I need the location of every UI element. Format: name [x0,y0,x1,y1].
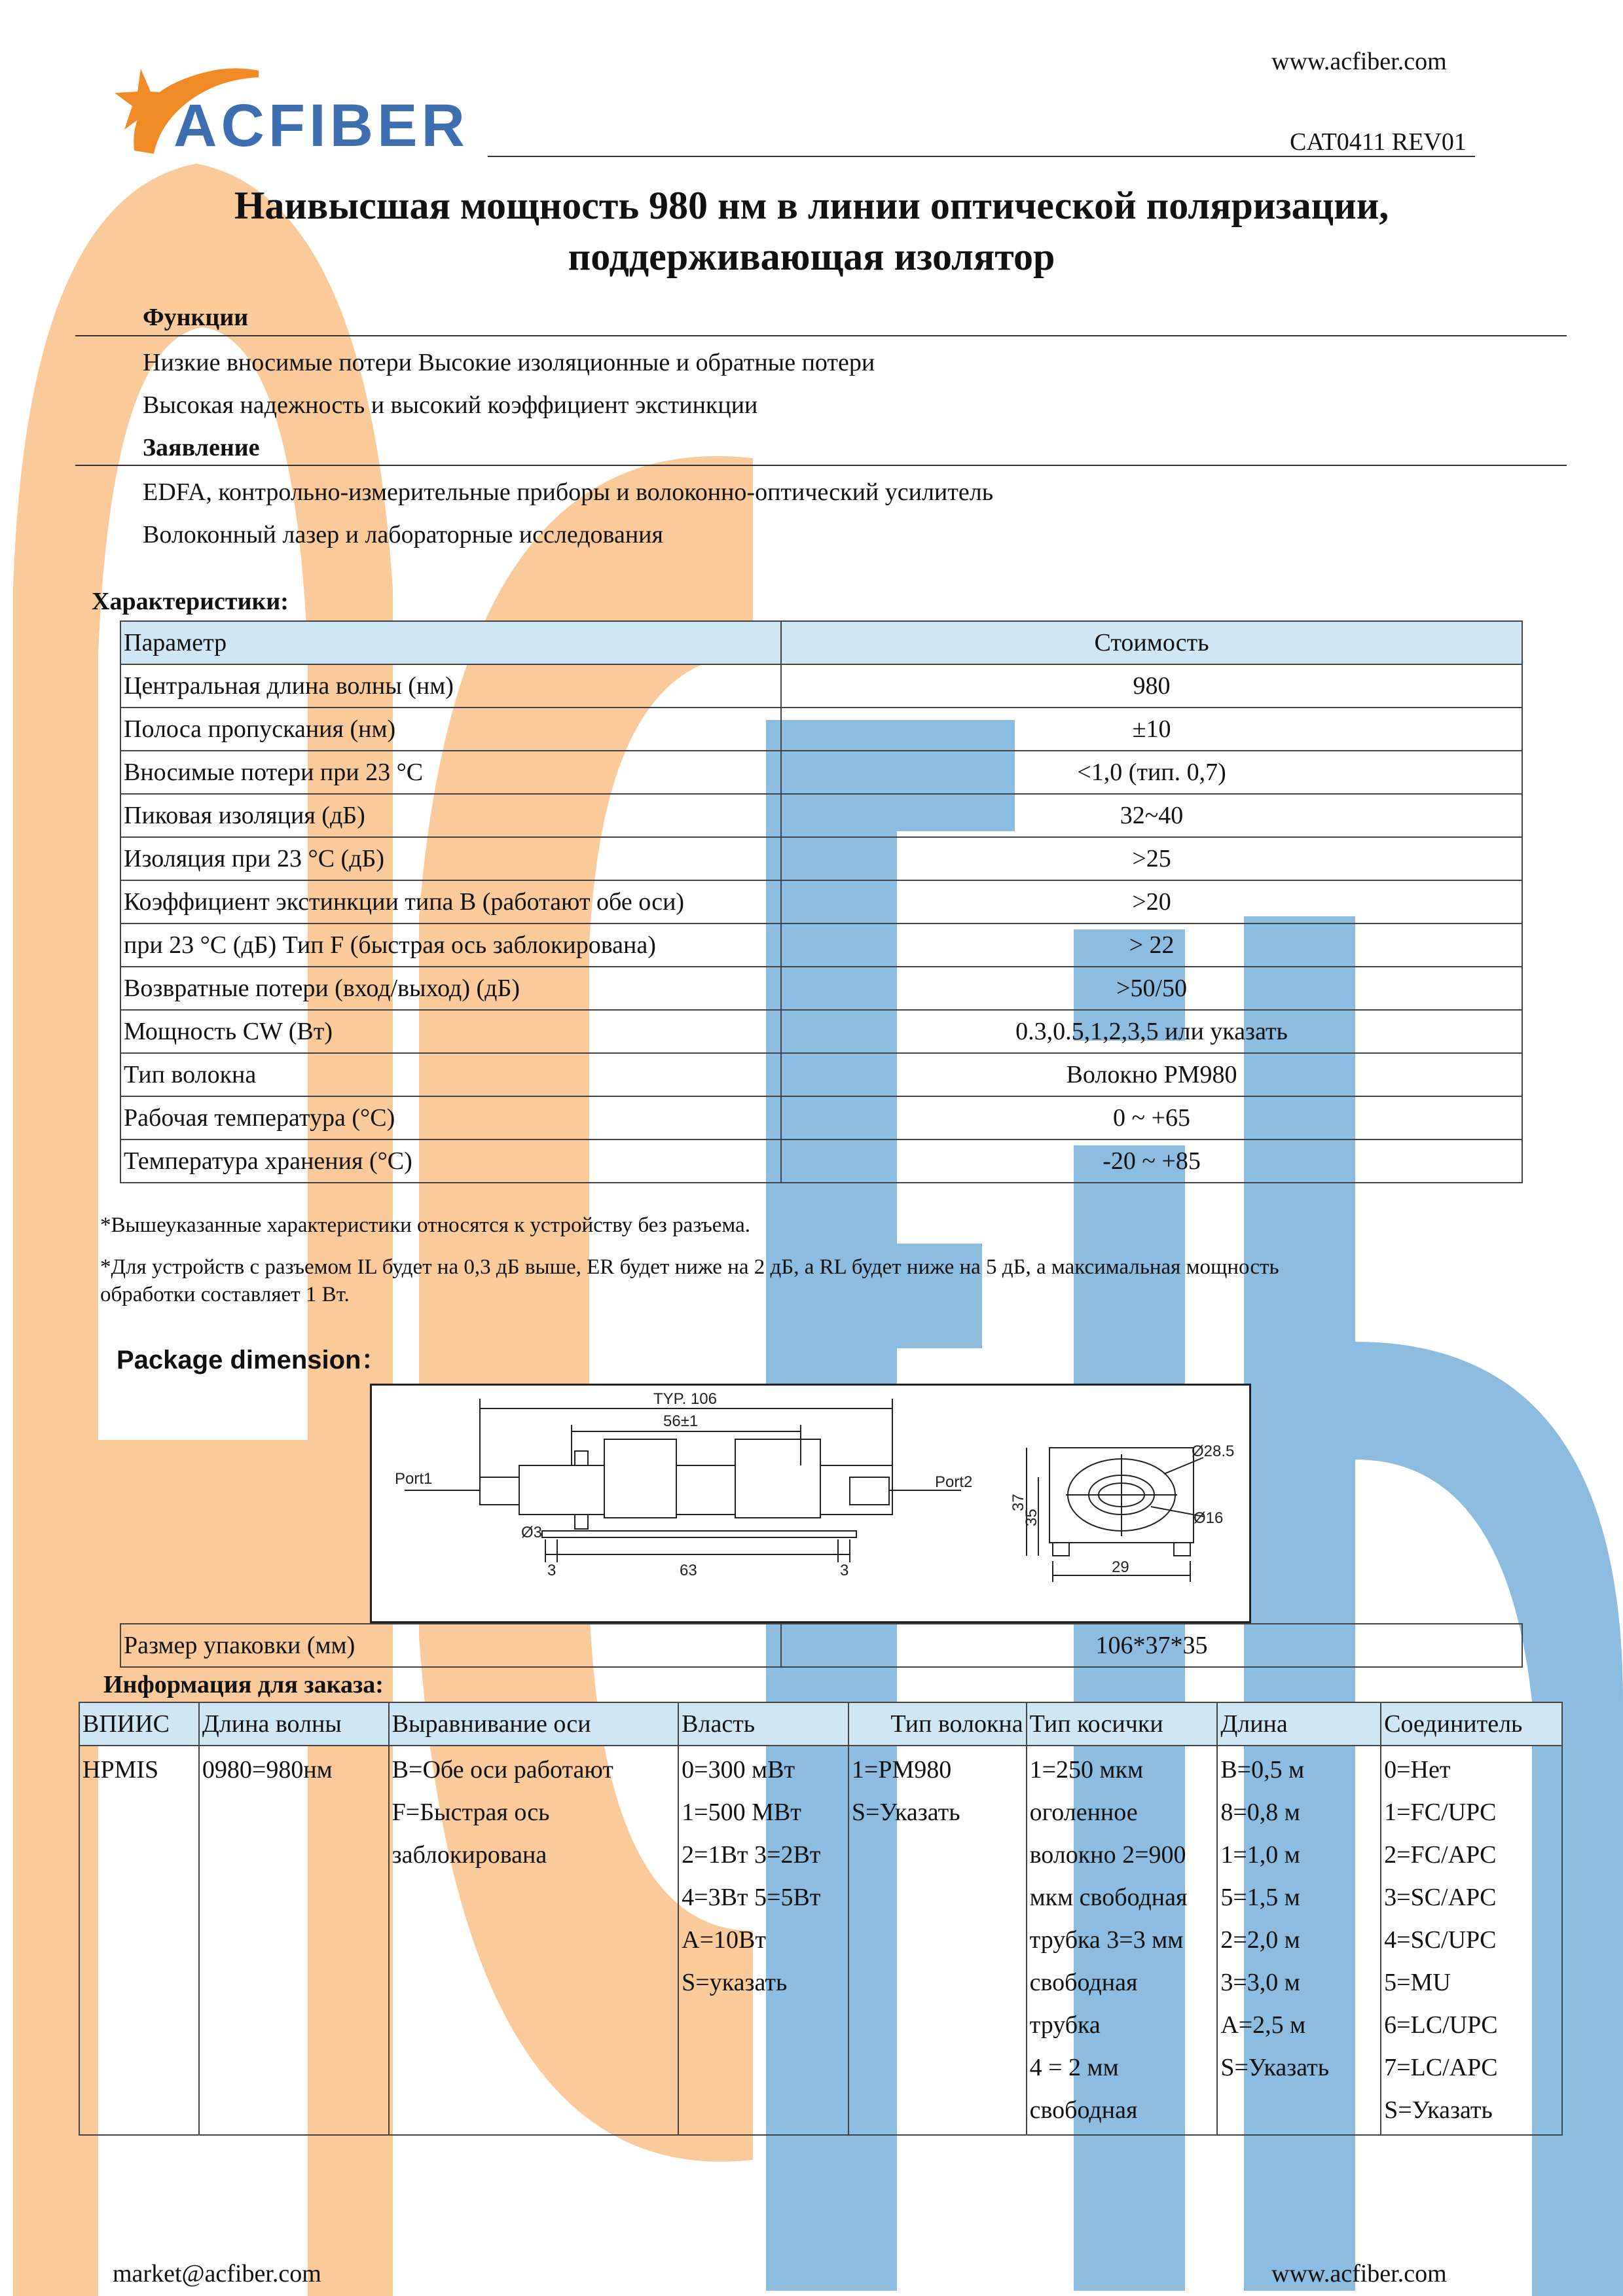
ordering-option: свободная [1029,1969,1138,1996]
logo [115,52,468,157]
package-diagram [372,1386,1249,1621]
drawing-label-port2: Port2 [935,1473,973,1491]
table-row [120,664,1522,708]
ordering-option: B=Обе оси работают [392,1756,613,1784]
table-row [120,967,1522,1010]
spec-param: Вносимые потери при 23 °C [120,751,781,794]
page-title [0,180,1623,282]
drawing-label-3b: 3 [840,1562,849,1579]
ordering-option: 2=1Вт 3=2Вт [682,1841,821,1869]
ordering-option: 3=3,0 м [1220,1969,1300,1996]
ordering-col-header: Тип волокна [848,1702,1027,1746]
spec-value: <1,0 (тип. 0,7) [781,751,1522,794]
ordering-option: мкм свободная [1029,1884,1188,1911]
ordering-option: 4=3Вт 5=5Вт [682,1884,821,1911]
ordering-option: 3=SC/APC [1384,1884,1497,1911]
spec-value: 980 [781,664,1522,708]
header-website[interactable]: www.acfiber.com [1271,48,1447,75]
table-row [120,837,1522,880]
doc-code: CAT0411 REV01 [1290,128,1467,156]
spec-note: обработки составляет 1 Вт. [100,1283,350,1306]
ordering-option: 8=0,8 м [1220,1799,1300,1826]
ordering-heading: Информация для заказа: [103,1671,384,1698]
ordering-header-row [79,1702,1562,1746]
ordering-cell-length [1217,1746,1381,2135]
drawing-label-typ: TYP. 106 [653,1390,717,1408]
drawing-label-29: 29 [1112,1558,1129,1576]
ordering-cell-power [678,1746,848,2135]
spec-note: *Для устройств с разъемом IL будет на 0,3 дБ выше, ER будет ниже на 2 дБ, а RL будет ниже на 5 дБ, а максимальная мощность [100,1255,1279,1279]
table-row [120,1010,1522,1053]
header-divider [488,156,1475,157]
spec-value: >20 [781,880,1522,924]
ordering-option: 4 = 2 мм [1029,2054,1119,2081]
ordering-cell-wavelength [199,1746,389,2135]
ordering-option: F=Быстрая ось [392,1799,550,1826]
spec-param: Возвратные потери (вход/выход) (дБ) [120,967,781,1010]
ordering-option: волокно 2=900 [1029,1841,1186,1869]
ordering-cell-model [79,1746,199,2135]
application-item: EDFA, контрольно-измерительные приборы и волоконно-оптический усилитель [143,478,994,506]
ordering-col-header: Тип косички [1027,1702,1218,1746]
ordering-option: 4=SC/UPC [1384,1926,1497,1954]
spec-value: 0.3,0.5,1,2,3,5 или указать [781,1010,1522,1053]
spec-param: Мощность CW (Вт) [120,1010,781,1053]
ordering-option: заблокирована [392,1841,547,1869]
drawing-label-d285: Ø28.5 [1192,1443,1235,1460]
package-size-label: Размер упаковки (мм) [120,1624,781,1667]
drawing-label-port1: Port1 [395,1470,433,1488]
ordering-col-header: Власть [678,1702,848,1746]
ordering-col-header: Длина [1217,1702,1381,1746]
ordering-col-header: Длина волны [199,1702,389,1746]
ordering-option: S=Указать [1384,2096,1493,2124]
title-line-2: поддерживающая изолятор [568,235,1055,278]
ordering-option: 7=LC/APC [1384,2054,1498,2081]
table-row [120,1096,1522,1139]
ordering-option: оголенное [1029,1799,1138,1826]
drawing-label-37: 37 [1010,1494,1027,1511]
specs-heading: Характеристики: [92,588,289,615]
specs-header-param: Параметр [120,621,781,664]
package-drawing [370,1384,1251,1623]
ordering-option: S=Указать [1220,2054,1330,2081]
spec-param: Полоса пропускания (нм) [120,708,781,751]
drawing-label-d3: Ø3 [521,1524,543,1541]
spec-param: Центральная длина волны (нм) [120,664,781,708]
spec-param: Коэффициент экстинкции типа B (работают обе оси) [120,880,781,924]
ordering-option: HPMIS [82,1756,159,1784]
spec-param: Температура хранения (°C) [120,1139,781,1183]
ordering-option: 0=300 мВт [682,1756,795,1784]
ordering-option: трубка 3=3 мм [1029,1926,1184,1954]
drawing-label-63: 63 [680,1562,697,1579]
spec-value: >25 [781,837,1522,880]
table-row [120,1624,1522,1667]
table-row [120,708,1522,751]
table-row [79,1746,1562,2135]
ordering-table [79,1702,1563,2136]
ordering-option: A=2,5 м [1220,2011,1306,2039]
ordering-option: 0980=980нм [202,1756,333,1784]
ordering-option: 1=PM980 [851,1756,952,1784]
specs-table [120,620,1523,1183]
ordering-option: свободная [1029,2096,1138,2124]
ordering-cell-connector [1381,1746,1562,2135]
spec-value: 32~40 [781,794,1522,837]
drawing-label-35: 35 [1023,1509,1040,1526]
ordering-col-header: ВПИИС [79,1702,199,1746]
ordering-option: B=0,5 м [1220,1756,1305,1784]
ordering-option: S=Указать [851,1799,960,1826]
ordering-col-header: Соединитель [1381,1702,1562,1746]
ordering-option: 0=Нет [1384,1756,1451,1784]
spec-param: Изоляция при 23 °C (дБ) [120,837,781,880]
ordering-option: 5=MU [1384,1969,1451,1996]
ordering-option: 1=1,0 м [1220,1841,1300,1869]
drawing-label-d16: Ø16 [1194,1509,1224,1527]
spec-param: Рабочая температура (°C) [120,1096,781,1139]
drawing-label-3a: 3 [547,1562,556,1579]
features-heading: Функции [143,304,249,331]
ordering-option: 1=250 мкм [1029,1756,1144,1784]
feature-item: Низкие вносимые потери Высокие изоляционные и обратные потери [143,349,875,376]
specs-header-value: Стоимость [781,621,1522,664]
feature-item: Высокая надежность и высокий коэффициент экстинкции [143,391,758,419]
package-size-table [120,1623,1523,1668]
ordering-option: 1=500 МВт [682,1799,801,1826]
features-divider [75,335,1567,336]
table-row [120,924,1522,967]
ordering-option: трубка [1029,2011,1101,2039]
spec-param: Тип волокна [120,1053,781,1096]
application-heading: Заявление [143,434,260,461]
title-line-1: Наивысшая мощность 980 нм в линии оптической поляризации, [234,184,1389,227]
spec-value: 0 ~ +65 [781,1096,1522,1139]
table-row [120,1139,1522,1183]
spec-param: Пиковая изоляция (дБ) [120,794,781,837]
ordering-option: S=указать [682,1969,788,1996]
spec-value: > 22 [781,924,1522,967]
ordering-option: 6=LC/UPC [1384,2011,1498,2039]
table-row [120,1053,1522,1096]
ordering-cell-pigtail [1027,1746,1218,2135]
footer-email[interactable]: market@acfiber.com [113,2260,321,2287]
table-row [120,794,1522,837]
ordering-option: 5=1,5 м [1220,1884,1300,1911]
spec-param: при 23 °C (дБ) Тип F (быстрая ось заблокирована) [120,924,781,967]
ordering-option: 1=FC/UPC [1384,1799,1497,1826]
package-size-value: 106*37*35 [781,1624,1522,1667]
application-item: Волоконный лазер и лабораторные исследования [143,521,663,548]
ordering-cell-axis [389,1746,678,2135]
ordering-option: A=10Вт [682,1926,766,1954]
table-row [120,880,1522,924]
ordering-option: 2=2,0 м [1220,1926,1300,1954]
logo-text: ACFIBER [173,92,469,159]
spec-value: ±10 [781,708,1522,751]
ordering-col-header: Выравнивание оси [389,1702,678,1746]
spec-value: >50/50 [781,967,1522,1010]
ordering-cell-fiber [848,1746,1027,2135]
table-row [120,751,1522,794]
spec-note: *Вышеуказанные характеристики относятся к устройству без разъема. [100,1213,750,1237]
footer-website[interactable]: www.acfiber.com [1271,2260,1447,2287]
application-divider [75,465,1567,466]
specs-header-row [120,621,1522,664]
spec-value: Волокно PM980 [781,1053,1522,1096]
drawing-label-center: 56±1 [663,1412,699,1430]
package-heading: Package dimension： [117,1346,388,1374]
spec-value: -20 ~ +85 [781,1139,1522,1183]
ordering-option: 2=FC/APC [1384,1841,1497,1869]
